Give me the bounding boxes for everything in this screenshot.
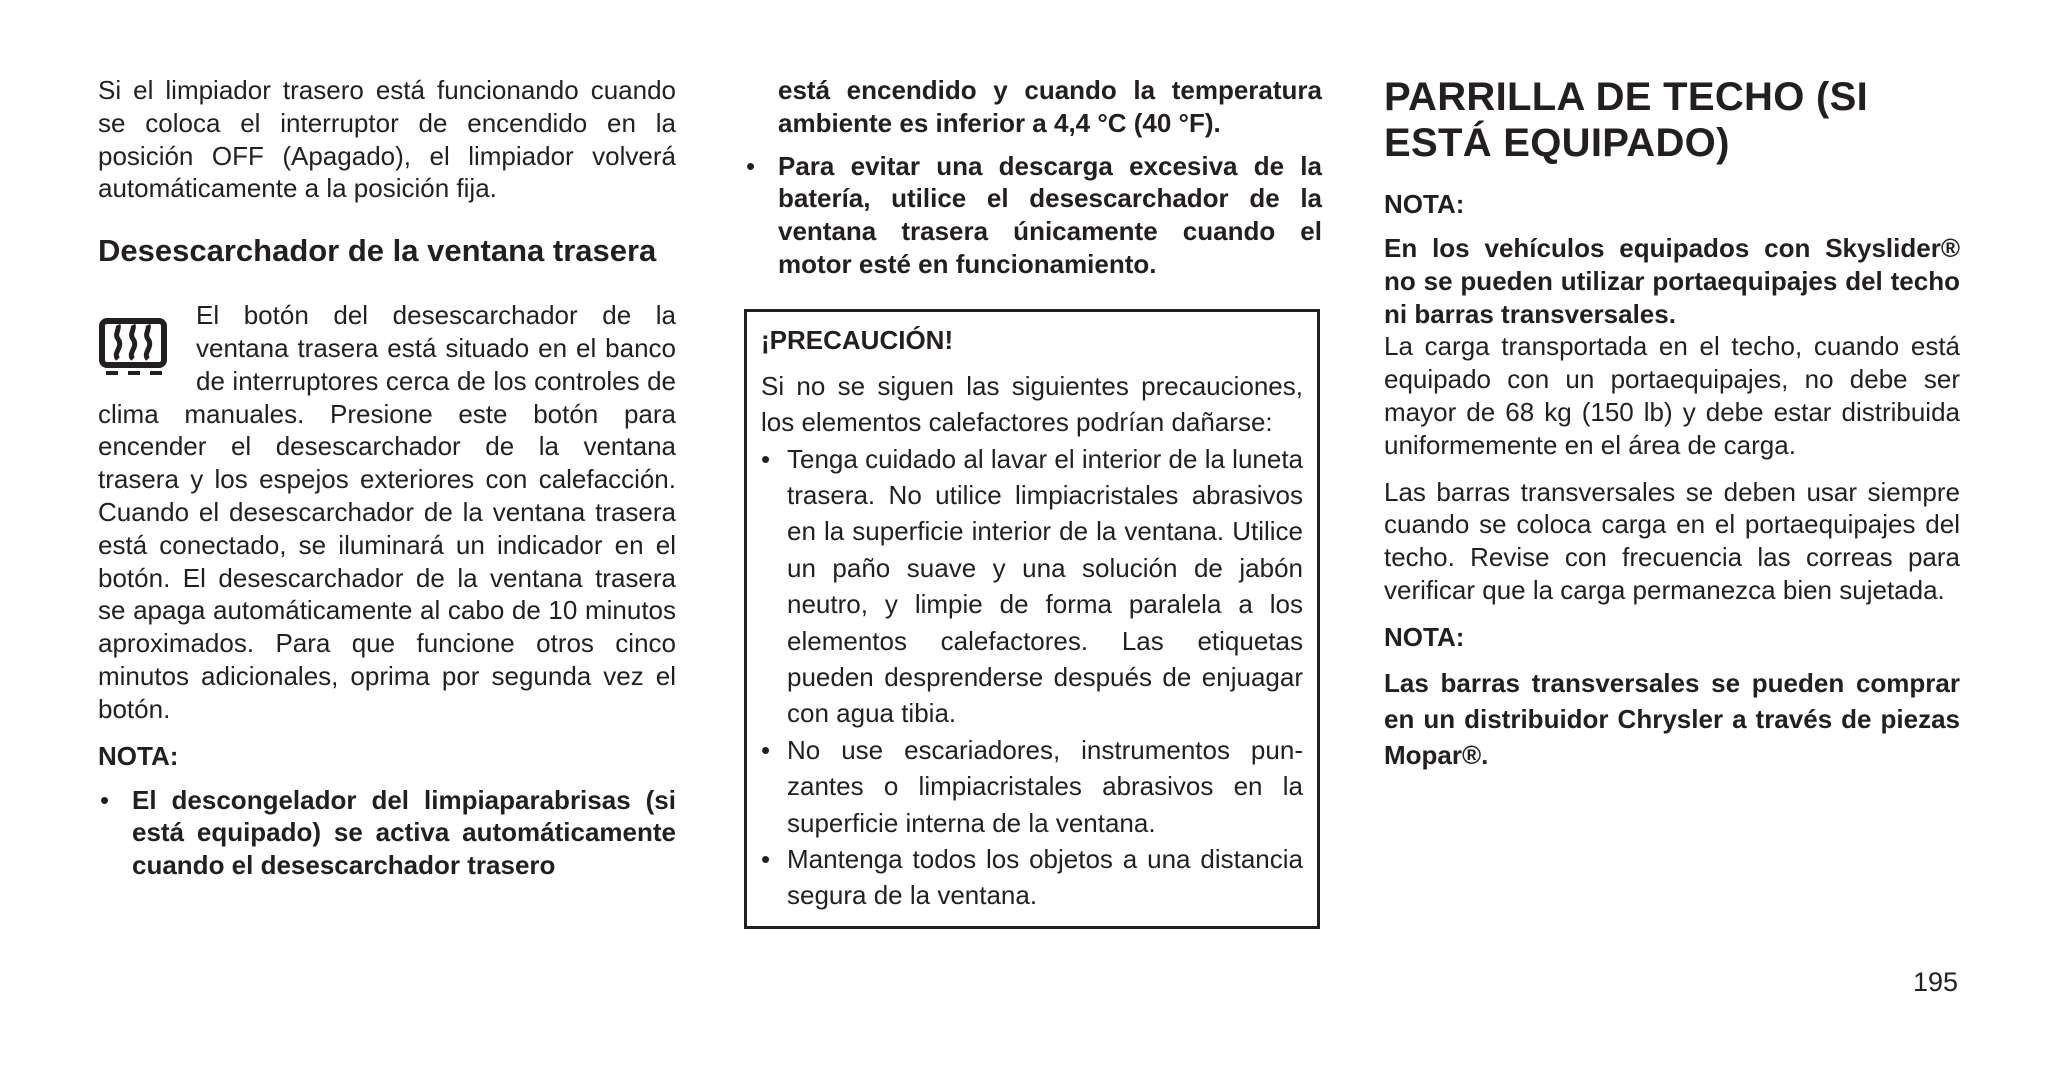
crossbars-paragraph: Las barras transversales se deben usar siempre cuando se coloca carga en el portaequipajes del techo. Revise con frecuencia las correas para verificar que la carga permanezca bien sujetada. xyxy=(1384,476,1960,605)
roof-rack-title: PARRILLA DE TECHO (SI ESTÁ EQUIPADO) xyxy=(1384,75,1869,165)
nota-label: NOTA: xyxy=(1384,621,1465,652)
caution-intro: Si no se siguen las siguientes precauciones, los elementos calefactores podrían dañarse: xyxy=(761,370,1303,438)
bullet-continuation-text: está encendido y cuando la temperatura ambiente es inferior a 4,4 °C (40 °F). xyxy=(778,75,1322,138)
caution-title: ¡PRECAUCIÓN! xyxy=(761,324,954,355)
right-column xyxy=(1384,74,1960,773)
continued-bullet-list xyxy=(744,74,1322,281)
defroster-description xyxy=(98,299,676,725)
caution-item: • Tenga cuidado al lavar el interior de la luneta trasera. No utilice limpiacristales abrasivos en la superficie interior de la ventana. Utilice un paño suave y una solución de jabón neutro, y limpie de forma paralela a los elementos calefactores. Las etiquetas pueden desprenderse después de enjuagar con agua tibia. xyxy=(761,441,1303,732)
nota-label: NOTA: xyxy=(98,740,179,771)
caution-item: • No use escariadores, instrumentos punzantes o limpiacristales abrasivos en la superficie interna de la ventana. xyxy=(761,732,1303,841)
load-limit-paragraph: La carga transportada en el techo, cuando está equipado con un portaequipajes, no debe ser mayor de 68 kg (150 lb) y debe estar distribuida uniformemente en el área de carga. xyxy=(1384,331,1960,460)
left-column xyxy=(98,74,676,882)
bullet-continuation xyxy=(744,74,1322,140)
caution-box xyxy=(744,309,1320,929)
defroster-heading: Desescarchador de la ventana trasera xyxy=(98,233,657,269)
nota-bullet-list xyxy=(98,784,676,882)
caution-item: • Mantenga todos los objetos a una distancia segura de la ventana. xyxy=(761,841,1303,914)
nota-label: NOTA: xyxy=(1384,189,1465,219)
battery-bullet: • Para evitar una descarga excesiva de la batería, utilice el desescarchador de la ventana trasera únicamente cuando el motor esté en funcionamiento. xyxy=(744,150,1322,281)
middle-column xyxy=(744,74,1322,929)
rear-window-defroster-icon xyxy=(98,315,172,381)
wiper-paragraph: Si el limpiador trasero está funcionando cuando se coloca el interruptor de encendido en la posición OFF (Apagado), el limpiador volverá automáticamente a la posición fija. xyxy=(98,75,676,204)
skyslider-note: En los vehículos equipados con Skyslider® no se pueden utilizar portaequipajes del techo ni barras transversales. xyxy=(1384,233,1960,329)
caution-list xyxy=(761,441,1303,914)
defroster-paragraph: El botón del desescarchador de la ventana trasera está situado en el banco de interruptores cerca de los controles de clima manuales. Presione este botón para encender el desescarchador de la ventana trasera y los espejos exteriores con calefacción. Cuando el desescarchador de la ventana trasera está conectado, se iluminará un indicador en el botón. El desescarchador de la ventana trasera se apaga automáticamente al cabo de 10 minutos aproximados. Para que funcione otros cinco minutos adicionales, oprima por segunda vez el botón. xyxy=(98,300,676,724)
mopar-note: Las barras transversales se pueden comprar en un distribuidor Chrysler a través de piezas Mopar®. xyxy=(1384,667,1960,770)
wiper-deicer-bullet: • El descongelador del limpiaparabrisas (si está equipado) se activa automáticamente cuando el desescarchador trasero xyxy=(98,784,676,882)
page-number: 195 xyxy=(1912,967,1958,997)
